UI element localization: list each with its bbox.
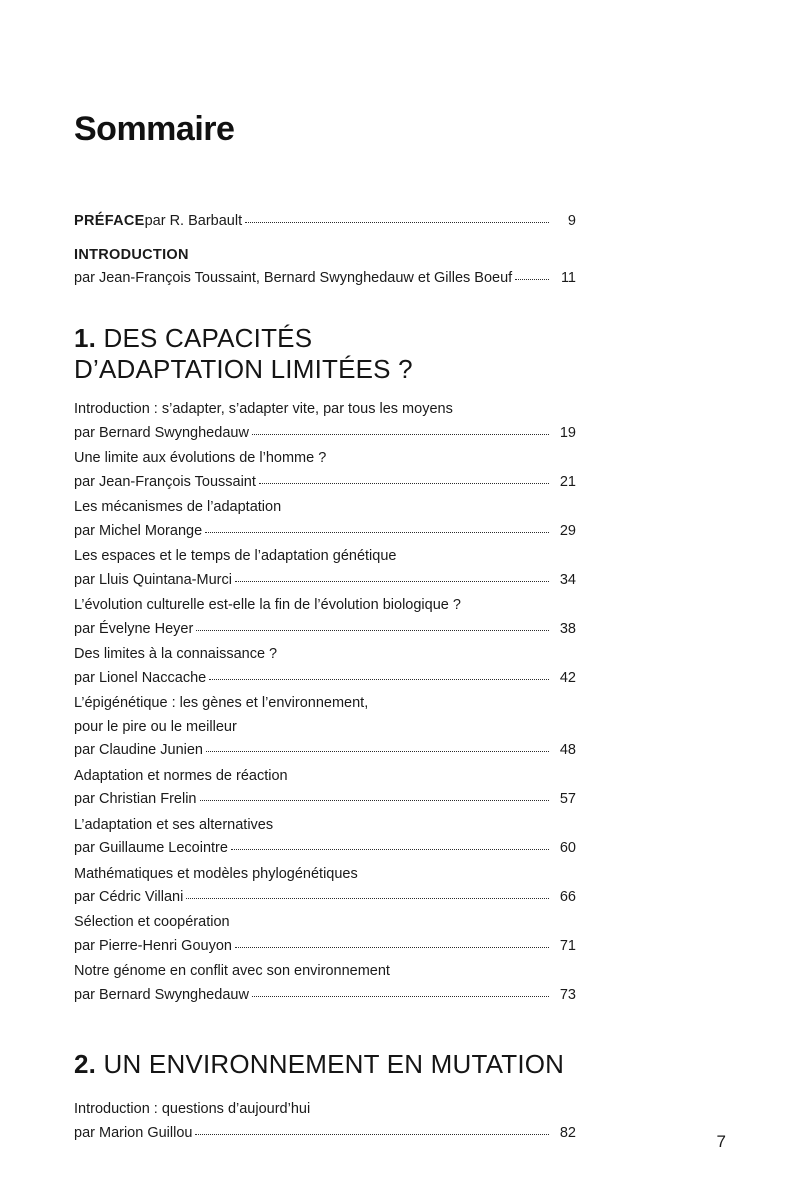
leader-dots (200, 790, 550, 801)
chapter-author: par Cédric Villani (74, 889, 184, 905)
chapter-author: par Pierre-Henri Gouyon (74, 937, 232, 954)
part-heading-1 (74, 323, 576, 384)
part-title-line1: DES CAPACITÉS (103, 322, 313, 353)
chapter-author: par Bernard Swynghedauw (74, 424, 249, 441)
leader-dots (515, 268, 549, 279)
list-item[interactable] (74, 643, 576, 690)
toc-entry-preface[interactable] (74, 211, 576, 233)
chapter-author: par Michel Morange (74, 522, 203, 539)
chapter-title: Les espaces et le temps de l’adaptation génétique (74, 548, 397, 565)
leader-dots (235, 937, 549, 948)
leader-dots (209, 669, 549, 680)
chapter-author: par Guillaume Lecointre (74, 840, 228, 857)
leader-dots (206, 741, 549, 752)
preface-author: par R. Barbault (144, 213, 243, 229)
chapter-author: par Lluis Quintana-Murci (74, 571, 232, 588)
part-title-line2: D’ADAPTATION LIMITÉES ? (74, 353, 413, 384)
chapter-title: Adaptation et normes de réaction (74, 767, 288, 784)
chapter-page: 66 (559, 889, 576, 905)
chapter-page: 21 (559, 473, 576, 490)
list-item[interactable] (74, 960, 576, 1007)
leader-dots (195, 1123, 549, 1134)
chapter-title: Des limites à la connaissance ? (74, 646, 278, 663)
chapter-author: par Claudine Junien (74, 742, 203, 759)
chapter-author: par Christian Frelin (74, 791, 197, 808)
chapter-title: L’adaptation et ses alternatives (74, 816, 274, 833)
chapter-title: Mathématiques et modèles phylogénétiques (74, 865, 358, 882)
chapter-page: 73 (559, 986, 576, 1003)
leader-dots (235, 571, 549, 582)
part-heading-2 (74, 1049, 576, 1080)
chapter-author: par Jean-François Toussaint (74, 473, 256, 490)
table-of-contents (74, 211, 576, 1145)
leader-dots (259, 473, 549, 484)
introduction-authors: par Jean-François Toussaint, Bernard Swynghedauw et Gilles Boeuf (74, 269, 513, 286)
chapter-page: 82 (559, 1124, 576, 1141)
page-number: 7 (716, 1132, 726, 1151)
chapter-title: L’évolution culturelle est-elle la fin de l’évolution biologique ? (74, 597, 461, 614)
list-item[interactable] (74, 1098, 576, 1145)
list-item[interactable] (74, 496, 576, 543)
part-number: 2. (74, 1049, 97, 1080)
list-item[interactable] (74, 545, 576, 592)
list-item[interactable] (74, 398, 576, 445)
chapter-page: 57 (559, 791, 576, 808)
preface-page: 9 (567, 213, 576, 229)
chapter-page: 48 (559, 742, 576, 759)
page-title: Sommaire (74, 110, 235, 148)
leader-dots (252, 424, 549, 435)
chapter-title: Sélection et coopération (74, 914, 230, 931)
toc-entry-introduction[interactable] (74, 245, 576, 289)
chapter-title: Introduction : questions d’aujourd’hui (74, 1101, 311, 1118)
part-number: 1. (74, 322, 97, 353)
chapter-page: 19 (559, 424, 576, 441)
leader-dots (231, 839, 549, 850)
chapter-title: Une limite aux évolutions de l’homme ? (74, 450, 327, 467)
list-item[interactable] (74, 863, 576, 910)
list-item[interactable] (74, 911, 576, 958)
list-item[interactable] (74, 692, 576, 762)
chapter-page: 42 (559, 669, 576, 686)
list-item[interactable] (74, 447, 576, 494)
chapter-page: 38 (559, 620, 576, 637)
list-item[interactable] (74, 814, 576, 861)
introduction-label: INTRODUCTION (74, 246, 189, 263)
chapter-author: par Marion Guillou (74, 1124, 193, 1141)
chapter-page: 34 (559, 571, 576, 588)
leader-dots (252, 986, 549, 997)
introduction-page: 11 (560, 269, 576, 286)
chapter-title: Notre génome en conflit avec son environnement (74, 963, 390, 980)
chapter-title: Les mécanismes de l’adaptation (74, 499, 282, 516)
leader-dots (186, 888, 549, 899)
chapter-author: par Lionel Naccache (74, 669, 207, 686)
chapter-author: par Évelyne Heyer (74, 620, 194, 637)
preface-label: PRÉFACE (74, 213, 145, 229)
list-item[interactable] (74, 765, 576, 812)
leader-dots (196, 620, 549, 631)
leader-dots (245, 212, 549, 223)
chapter-page: 71 (559, 937, 576, 954)
part-title-line1: UN ENVIRONNEMENT EN MUTATION (103, 1049, 565, 1080)
chapter-page: 60 (559, 840, 576, 857)
chapter-title: Introduction : s’adapter, s’adapter vite, par tous les moyens (74, 401, 453, 418)
list-item[interactable] (74, 594, 576, 641)
chapter-page: 29 (559, 522, 576, 539)
chapter-author: par Bernard Swynghedauw (74, 986, 249, 1003)
chapter-title: L’épigénétique : les gènes et l’environnement, (74, 695, 369, 712)
chapter-title-line2: pour le pire ou le meilleur (74, 718, 237, 735)
leader-dots (205, 522, 549, 533)
